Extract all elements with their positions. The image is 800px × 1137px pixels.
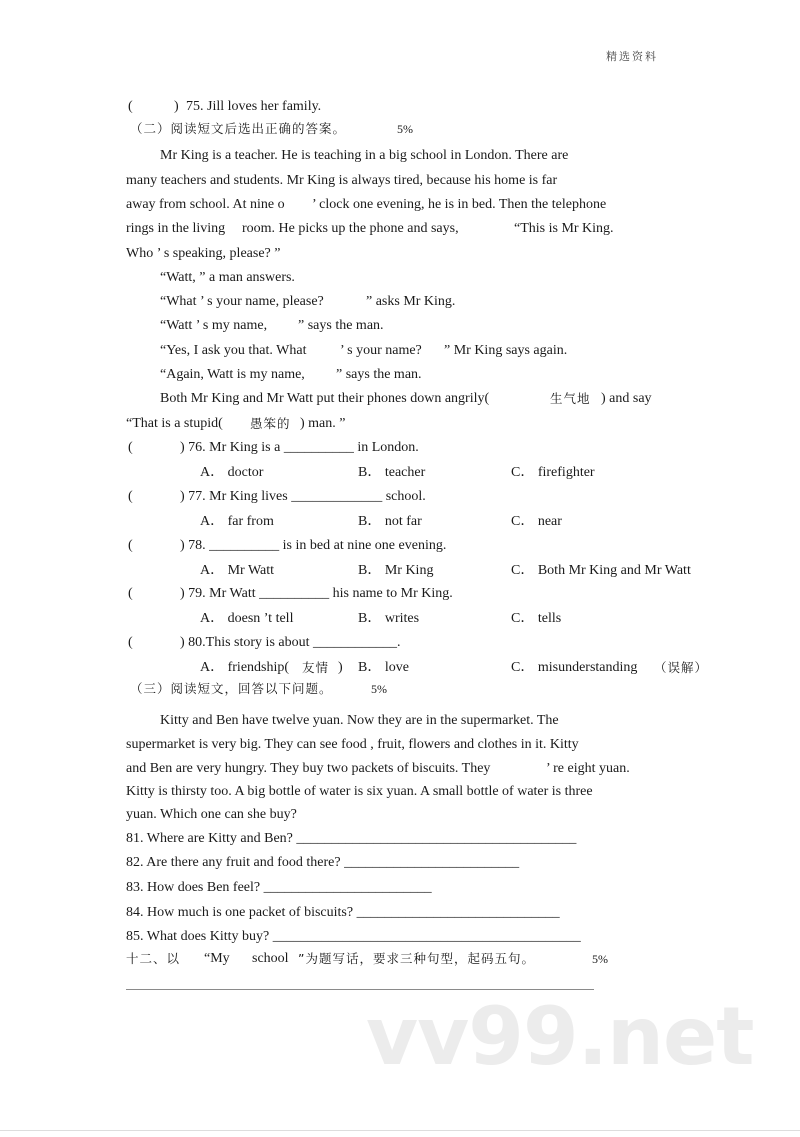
answer-paren-open: (	[128, 635, 133, 650]
passage-1-line: ’ clock one evening, he is in bed. Then the telephone	[312, 197, 607, 212]
page-bottom-edge	[0, 1130, 800, 1131]
passage-1-dialogue: “Again, Watt is my name,	[160, 367, 305, 382]
passage-1-dialogue: “Watt, ” a man answers.	[160, 270, 295, 285]
question-stem: ) 80.This story is about ____________.	[180, 635, 401, 650]
option-b: B． Mr King	[358, 563, 434, 578]
option-c: C． firefighter	[511, 465, 595, 480]
option-c: C． tells	[511, 611, 562, 626]
passage-1-line: “This is Mr King.	[514, 221, 614, 236]
answer-paren-close: )	[174, 99, 179, 114]
section-12-score: 5%	[592, 952, 608, 966]
option-b: B． not far	[358, 514, 422, 529]
section-12-topic: “My	[204, 951, 230, 966]
section-12-topic: school	[252, 951, 289, 966]
passage-1-dialogue: ” asks Mr King.	[366, 294, 456, 309]
option-c: C． near	[511, 514, 562, 529]
short-answer-85: 85. What does Kitty buy? ____________________________________________	[126, 929, 581, 944]
option-b: B． writes	[358, 611, 420, 626]
passage-1-dialogue: “Yes, I ask you that. What	[160, 343, 307, 358]
short-answer-81: 81. Where are Kitty and Ben? ________________________________________	[126, 831, 577, 846]
passage-1-dialogue: ” says the man.	[298, 318, 384, 333]
section-12-instruction: ”为题写话，要求三种句型，起码五句。	[298, 951, 535, 966]
option-a: A． friendship(	[200, 660, 290, 675]
question-75: 75. Jill loves her family.	[186, 99, 322, 114]
answer-paren-open: (	[128, 586, 133, 601]
option-a: A． Mr Watt	[200, 563, 275, 578]
passage-2-line: yuan. Which one can she buy?	[126, 807, 297, 822]
page-header-label: 精选资料	[606, 50, 658, 63]
passage-2-line: and Ben are very hungry. They buy two packets of biscuits. They	[126, 761, 491, 776]
option-a: A． doesn ’t tell	[200, 611, 294, 626]
answer-paren-open: (	[128, 489, 133, 504]
passage-1-line: ) man. ”	[300, 416, 346, 431]
passage-1-dialogue: “Watt ’ s my name,	[160, 318, 268, 333]
gloss-chinese: （误解）	[654, 660, 709, 675]
option-c: C． misunderstanding	[511, 660, 638, 675]
passage-1-line: away from school. At nine o	[126, 197, 285, 212]
section-2-title: （二）阅读短文后选出正确的答案。	[130, 121, 347, 136]
passage-1-dialogue: ’ s your name?	[340, 343, 422, 358]
passage-1-line: ) and say	[601, 391, 652, 406]
short-answer-84: 84. How much is one packet of biscuits? _____________________________	[126, 905, 560, 920]
option-b: B． teacher	[358, 465, 426, 480]
passage-1-line: “That is a stupid(	[126, 416, 223, 431]
answer-paren-open: (	[128, 538, 133, 553]
passage-1-line: Who ’ s speaking, please? ”	[126, 246, 281, 261]
gloss-chinese: 友情	[302, 660, 330, 675]
passage-1-line: room. He picks up the phone and says,	[242, 221, 459, 236]
short-answer-83: 83. How does Ben feel? ________________________	[126, 880, 432, 895]
question-stem: ) 76. Mr King is a __________ in London.	[180, 440, 419, 455]
passage-1-dialogue: ” Mr King says again.	[444, 343, 568, 358]
passage-2-line: ’ re eight yuan.	[546, 761, 630, 776]
passage-2-line: Kitty is thirsty too. A big bottle of water is six yuan. A small bottle of water is three	[126, 784, 593, 799]
section-2-score: 5%	[397, 122, 413, 136]
passage-1-dialogue: ” says the man.	[336, 367, 422, 382]
question-stem: ) 77. Mr King lives _____________ school.	[180, 489, 426, 504]
passage-1-line: rings in the living	[126, 221, 226, 236]
option-a: A． far from	[200, 514, 274, 529]
passage-2-line: Kitty and Ben have twelve yuan. Now they are in the supermarket. The	[160, 713, 559, 728]
option-b: B． love	[358, 660, 409, 675]
option-a: )	[338, 660, 343, 675]
answer-paren-open: (	[128, 99, 133, 114]
section-3-score: 5%	[371, 682, 387, 696]
gloss-chinese: 生气地	[550, 391, 591, 406]
section-3-title: （三）阅读短文，回答以下问题。	[130, 681, 333, 696]
gloss-chinese: 愚笨的	[250, 416, 291, 431]
question-stem: ) 79. Mr Watt __________ his name to Mr King.	[180, 586, 453, 601]
passage-1-dialogue: “What ’ s your name, please?	[160, 294, 324, 309]
option-c: C． Both Mr King and Mr Watt	[511, 563, 691, 578]
option-a: A． doctor	[200, 465, 264, 480]
passage-2-line: supermarket is very big. They can see food , fruit, flowers and clothes in it. Kitty	[126, 737, 579, 752]
short-answer-82: 82. Are there any fruit and food there? _________________________	[126, 855, 520, 870]
passage-1-line: Both Mr King and Mr Watt put their phones down angrily(	[160, 391, 490, 406]
passage-1-line: Mr King is a teacher. He is teaching in a big school in London. There are	[160, 148, 569, 163]
question-stem: ) 78. __________ is in bed at nine one evening.	[180, 538, 447, 553]
passage-1-line: many teachers and students. Mr King is always tired, because his home is far	[126, 173, 558, 188]
watermark: vv99.net	[366, 990, 754, 1083]
answer-paren-open: (	[128, 440, 133, 455]
section-12-prefix: 十二、以	[126, 951, 181, 966]
